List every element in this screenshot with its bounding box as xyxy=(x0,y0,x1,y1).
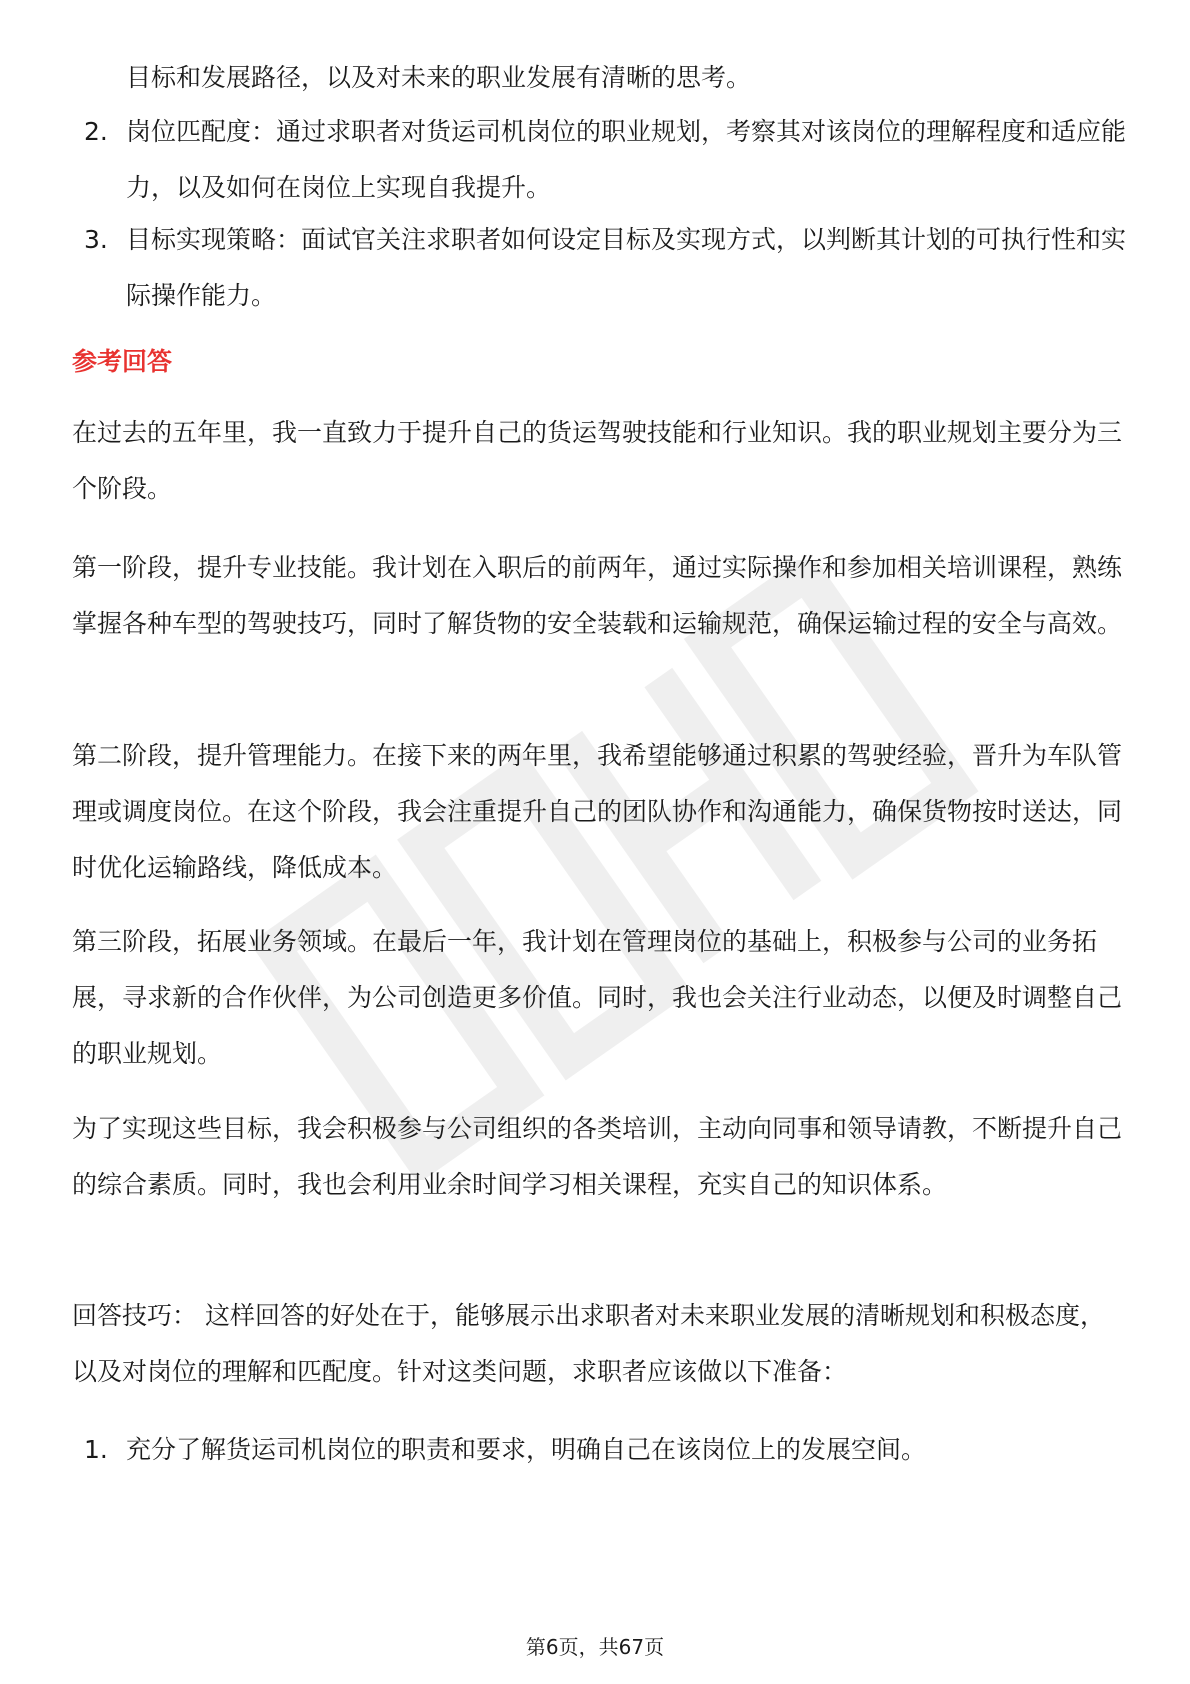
section-heading: 参考回答 xyxy=(72,347,173,376)
page-footer: 第6页，共67页 xyxy=(525,1635,665,1659)
list-item-text: 岗位匹配度：通过求职者对货运司机岗位的职业规划，考察其对该岗位的理解程度和适应能力，以及如何在岗位上实现自我提升。 xyxy=(126,117,1127,202)
prep-point-item xyxy=(72,1422,1127,1478)
answer-paragraph: 第二阶段，提升管理能力。在接下来的两年里，我希望能够通过积累的驾驶经验，晋升为车队管理或调度岗位。在这个阶段，我会注重提升自己的团队协作和沟通能力，确保货物按时送达，同时优化运输路线，降低成本。 xyxy=(72,741,1123,882)
list-number: 2. xyxy=(84,117,108,146)
answer-paragraph: 第一阶段，提升专业技能。我计划在入职后的前两年，通过实际操作和参加相关培训课程，熟练掌握各种车型的驾驶技巧，同时了解货物的安全装载和运输规范，确保运输过程的安全与高效。 xyxy=(72,553,1123,638)
list-continuation-line: 目标和发展路径，以及对未来的职业发展有清晰的思考。 xyxy=(126,63,752,92)
answer-paragraph: 第三阶段，拓展业务领域。在最后一年，我计划在管理岗位的基础上，积极参与公司的业务拓展，寻求新的合作伙伴，为公司创造更多价值。同时，我也会关注行业动态，以便及时调整自己的职业规划。 xyxy=(72,927,1123,1068)
answer-paragraph: 为了实现这些目标，我会积极参与公司组织的各类培训，主动向同事和领导请教，不断提升自己的综合素质。同时，我也会利用业余时间学习相关课程，充实自己的知识体系。 xyxy=(72,1114,1123,1199)
list-item-text: 充分了解货运司机岗位的职责和要求，明确自己在该岗位上的发展空间。 xyxy=(126,1435,927,1464)
eval-point-item xyxy=(72,212,1127,324)
list-number: 1. xyxy=(84,1435,108,1464)
eval-point-item xyxy=(72,104,1127,216)
list-number: 3. xyxy=(84,225,108,254)
tips-paragraph: 回答技巧： 这样回答的好处在于，能够展示出求职者对未来职业发展的清晰规划和积极态度，以及对岗位的理解和匹配度。针对这类问题，求职者应该做以下准备： xyxy=(72,1301,1105,1386)
list-item-text: 目标实现策略：面试官关注求职者如何设定目标及实现方式，以判断其计划的可执行性和实际操作能力。 xyxy=(126,225,1127,310)
answer-paragraph: 在过去的五年里，我一直致力于提升自己的货运驾驶技能和行业知识。我的职业规划主要分为三个阶段。 xyxy=(72,418,1123,503)
